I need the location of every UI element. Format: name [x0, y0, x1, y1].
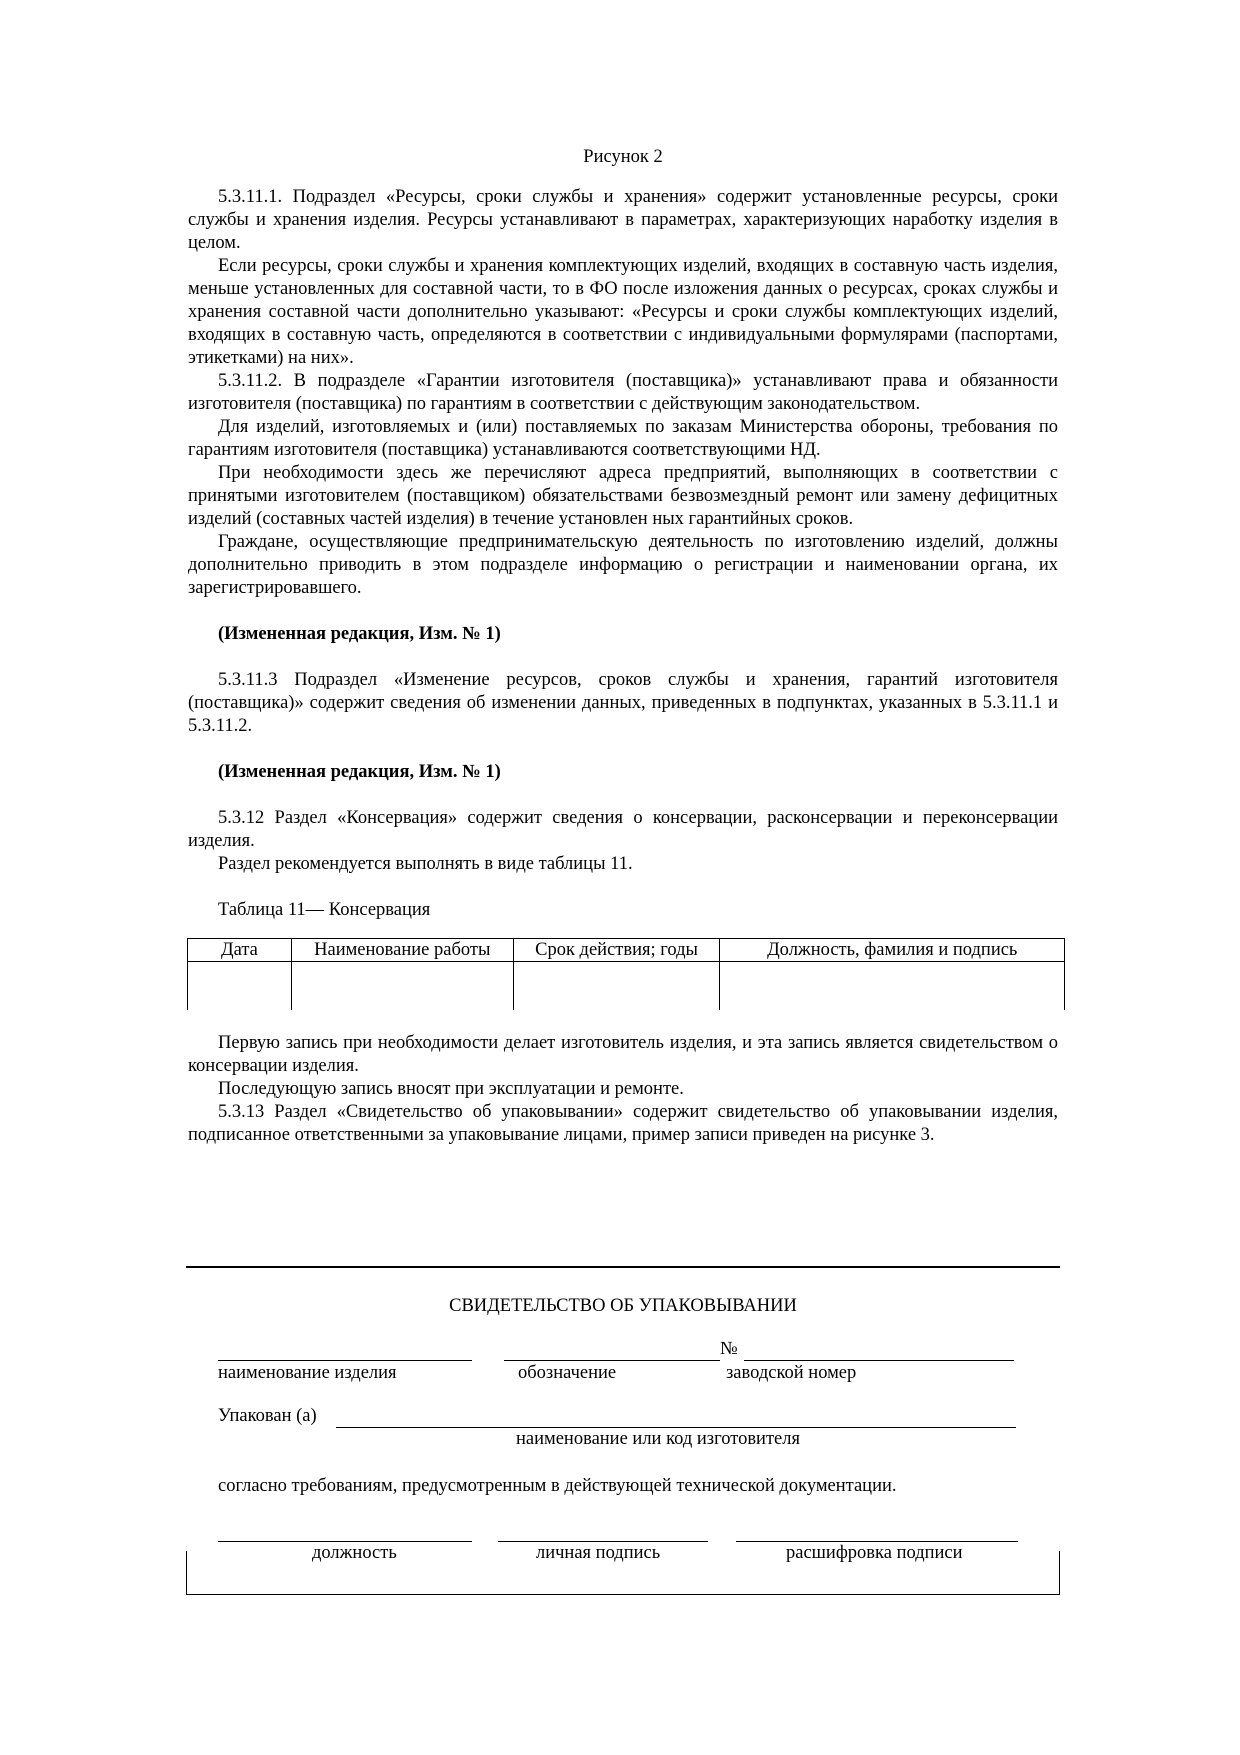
position-line	[218, 1541, 472, 1542]
label-designation: обозначение	[518, 1363, 617, 1383]
table-cell	[291, 962, 513, 1011]
label-decoding: расшифровка подписи	[786, 1543, 963, 1563]
table-header-row	[188, 939, 1065, 962]
paragraph-5-3-13: 5.3.13 Раздел «Свидетельство об упаковывании» содержит свидетельство об упаковывании изделия, подписанное ответственными за упаковывание лицами, пример записи приведен на рисунке 3.	[188, 1102, 1058, 1145]
header-position-signature: Должность, фамилия и подпись	[720, 939, 1065, 962]
designation-line	[504, 1360, 720, 1361]
certificate-right-border	[1059, 1551, 1060, 1595]
label-product-name: наименование изделия	[218, 1363, 397, 1383]
packed-by-label: Упакован (а)	[218, 1406, 317, 1426]
amendment-note-1: (Измененная редакция, Изм. № 1)	[218, 624, 501, 644]
certificate-title: СВИДЕТЕЛЬСТВО ОБ УПАКОВЫВАНИИ	[449, 1296, 797, 1316]
header-work-name: Наименование работы	[291, 939, 513, 962]
paragraph-addresses: При необходимости здесь же перечисляют адреса предприятий, выполняющих в соответствии с принятыми изготовителем (поставщиком) обязательствами безвозмездный ремонт или замену дефицитных изделий (составных частей изделия) в течение установлен ных гарантийных сроков.	[188, 463, 1058, 529]
table-cell	[513, 962, 720, 1011]
table-cell	[188, 962, 292, 1011]
serial-number-line	[744, 1360, 1014, 1361]
decoding-line	[736, 1541, 1018, 1542]
signature-line	[498, 1541, 708, 1542]
paragraph-5-3-11-1: 5.3.11.1. Подраздел «Ресурсы, сроки службы и хранения» содержит установленные ресурсы, сроки службы и хранения изделия. Ресурсы устанавливают в параметрах, характеризующих наработку изделия в целом.	[188, 187, 1058, 253]
header-validity: Срок действия; годы	[513, 939, 720, 962]
label-serial-number: заводской номер	[726, 1363, 857, 1383]
paragraph-5-3-11-2: 5.3.11.2. В подразделе «Гарантии изготовителя (поставщика)» устанавливают права и обязанности изготовителя (поставщика) по гарантиям в соответствии с действующим законодательством.	[188, 371, 1058, 414]
header-date: Дата	[188, 939, 292, 962]
compliance-text: согласно требованиям, предусмотренным в действующей технической документации.	[218, 1476, 897, 1496]
manufacturer-line	[336, 1427, 1016, 1428]
paragraph-5-3-12: 5.3.12 Раздел «Консервация» содержит сведения о консервации, расконсервации и переконсервации изделия.	[188, 808, 1058, 851]
label-manufacturer: наименование или код изготовителя	[516, 1429, 800, 1449]
paragraph-citizens: Граждане, осуществляющие предпринимательскую деятельность по изготовлению изделий, должны дополнительно приводить в этом подразделе информацию о регистрации и наименовании органа, их зарегистрировавшего.	[188, 532, 1058, 598]
paragraph-defense: Для изделий, изготовляемых и (или) поставляемых по заказам Министерства обороны, требования по гарантиям изготовителя (поставщика) устанавливаются соответствующими НД.	[188, 417, 1058, 460]
label-signature: личная подпись	[536, 1543, 661, 1563]
paragraph-resources: Если ресурсы, сроки службы и хранения комплектующих изделий, входящих в составную часть изделия, меньше установленных для составной части, то в ФО после изложения данных о ресурсах, сроках службы и хранения составной части дополнительно указывают: «Ресурсы и сроки службы комплектующих изделий, входящих в составную часть, определяются в соответствии с индивидуальными формулярами (паспортами, этикетками) на них».	[188, 256, 1058, 368]
figure-caption: Рисунок 2	[583, 147, 663, 167]
paragraph-subsequent-entry: Последующую запись вносят при эксплуатации и ремонте.	[218, 1079, 684, 1099]
label-position: должность	[312, 1543, 397, 1563]
table-caption: Таблица 11— Консервация	[218, 900, 431, 920]
document-body	[188, 146, 1058, 1147]
certificate-bottom-border	[186, 1594, 1060, 1595]
conservation-table	[187, 938, 1065, 1010]
amendment-note-2: (Измененная редакция, Изм. № 1)	[218, 762, 501, 782]
table-row	[188, 962, 1065, 1011]
number-sign: №	[720, 1339, 738, 1359]
product-name-line	[218, 1360, 472, 1361]
certificate-left-border	[186, 1551, 187, 1595]
certificate-top-border	[186, 1266, 1060, 1268]
paragraph-table-recommend: Раздел рекомендуется выполнять в виде таблицы 11.	[218, 854, 633, 874]
table-cell	[720, 962, 1065, 1011]
packing-certificate	[186, 1266, 1060, 1595]
paragraph-first-entry: Первую запись при необходимости делает изготовитель изделия, и эта запись является свидетельством о консервации изделия.	[188, 1033, 1058, 1076]
paragraph-5-3-11-3: 5.3.11.3 Подраздел «Изменение ресурсов, сроков службы и хранения, гарантий изготовителя (поставщика)» содержит сведения об изменении данных, приведенных в подпунктах, указанных в 5.3.11.1 и 5.3.11.2.	[188, 670, 1058, 736]
